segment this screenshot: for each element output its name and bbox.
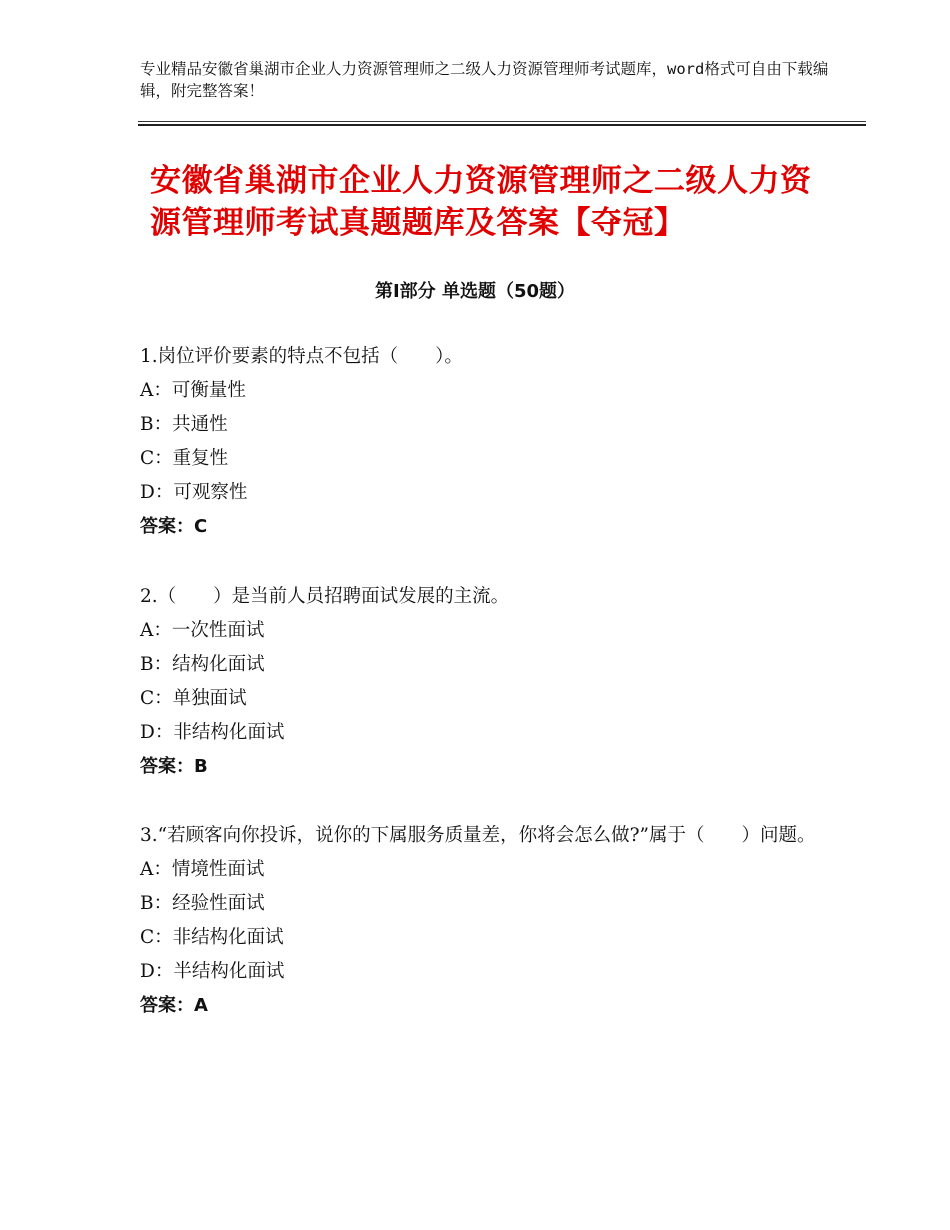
- option-c: C：重复性: [140, 448, 229, 469]
- header-divider-bottom: [138, 124, 866, 126]
- question-stem: 1.岗位评价要素的特点不包括（ ）。: [140, 346, 463, 367]
- header-note: 专业精品安徽省巢湖市企业人力资源管理师之二级人力资源管理师考试题库，word格式可自由下载编辑，附完整答案！: [140, 60, 829, 100]
- option-b: B：共通性: [140, 414, 228, 435]
- option-b: B：结构化面试: [140, 654, 265, 675]
- answer-label: 答案：C: [140, 516, 208, 537]
- option-b: B：经验性面试: [140, 893, 265, 914]
- question-stem: 3.“若顾客向你投诉，说你的下属服务质量差，你将会怎么做?”属于（ ）问题。: [140, 825, 816, 846]
- option-d: D：可观察性: [140, 482, 248, 503]
- question-stem: 2.（ ）是当前人员招聘面试发展的主流。: [140, 586, 510, 607]
- document-title: 安徽省巢湖市企业人力资源管理师之二级人力资源管理师考试真题题库及答案【夺冠】: [150, 163, 812, 241]
- option-d: D：非结构化面试: [140, 722, 285, 743]
- question-block-2: [140, 580, 820, 784]
- option-d: D：半结构化面试: [140, 961, 285, 982]
- answer-label: 答案：A: [140, 995, 208, 1016]
- question-block-1: [140, 340, 820, 544]
- option-c: C：非结构化面试: [140, 927, 284, 948]
- question-block-3: [140, 819, 820, 1023]
- option-a: A：一次性面试: [140, 620, 265, 641]
- option-c: C：单独面试: [140, 688, 247, 709]
- option-a: A：情境性面试: [140, 859, 265, 880]
- section-heading: 第Ⅰ部分 单选题（50题）: [374, 281, 575, 302]
- header-divider-top: [138, 121, 866, 122]
- answer-label: 答案：B: [140, 756, 208, 777]
- option-a: A：可衡量性: [140, 380, 246, 401]
